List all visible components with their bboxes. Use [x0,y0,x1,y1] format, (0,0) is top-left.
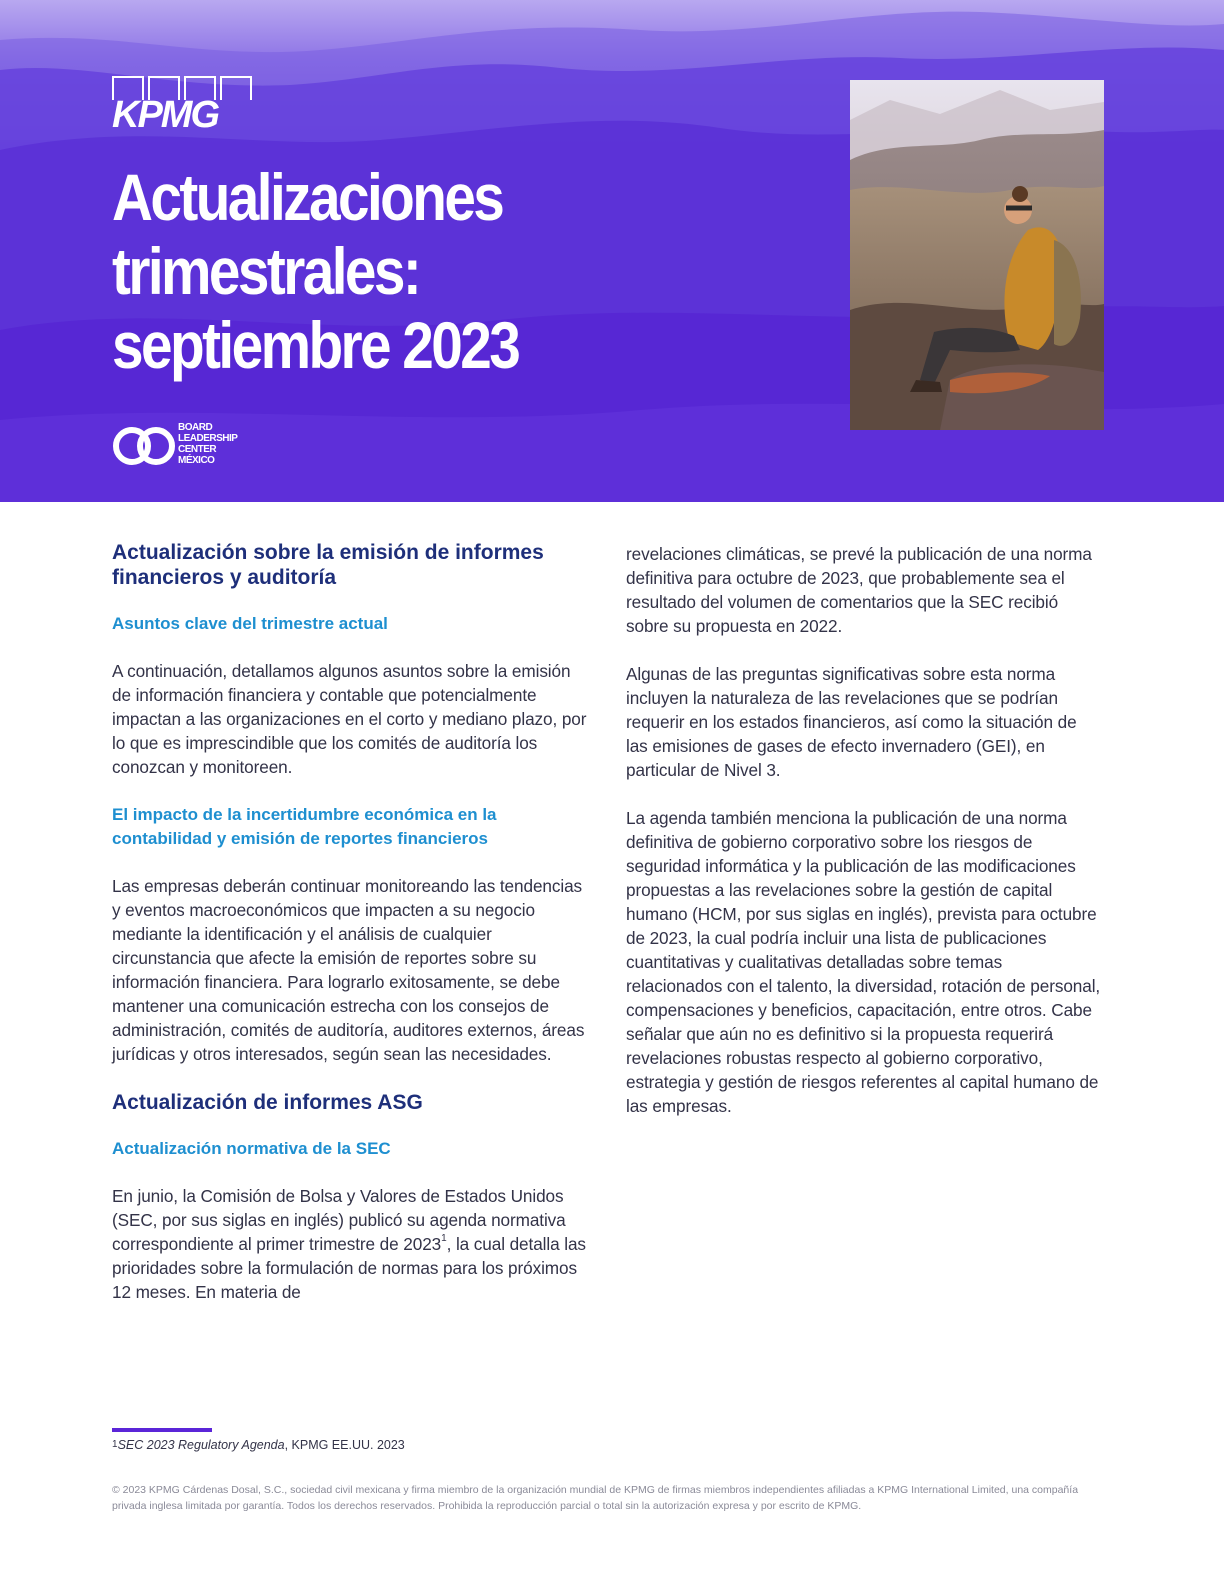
blc-line-3: CENTER [178,444,217,455]
footnote-title: SEC 2023 Regulatory Agenda [117,1438,285,1452]
subheading-economic-uncertainty: El impacto de la incertidumbre económica en la contabilidad y emisión de reportes financieros [112,805,497,848]
footnote [112,1438,405,1452]
paragraph-agenda-cybersecurity-hcm: La agenda también menciona la publicación de una norma definitiva de gobierno corporativo sobre los riesgos de seguridad informática y la publicación de las modificaciones propuestas a las revelaciones sobre la gestión de capital humano (HCM, por sus siglas en inglés), prevista para octubre de 2023, la cual podría incluir una lista de publicaciones cuantitativas y cualitativas detalladas sobre temas relacionados con el talento, la diversidad, rotación de personal, compensaciones y beneficios, capacitación, entre otros. Cabe señalar que aún no es definitivo si la propuesta requerirá revelaciones robustas respecto al gobierno corporativo, estrategia y gestión de riesgos referentes al capital humano de las empresas. [626,808,1101,1116]
page-title-line-3: septiembre 2023 [112,308,519,382]
footnote-source: , KPMG EE.UU. 2023 [284,1438,405,1452]
right-column [626,542,1101,1142]
kpmg-logo [112,76,254,136]
blc-rings-icon [112,422,178,470]
blc-line-1: BOARD [178,422,213,433]
blc-line-2: LEADERSHIP [178,433,238,444]
board-leadership-center-logo [112,422,262,470]
paragraph-sec-agenda-part-1: En junio, la Comisión de Bolsa y Valores de Estados Unidos (SEC, por sus siglas en inglés) publicó su agenda normativa correspondiente al primer trimestre de 2023 [112,1186,566,1254]
subheading-key-issues: Asuntos clave del trimestre actual [112,614,388,633]
paragraph-sec-agenda [112,1184,587,1304]
footnote-divider [112,1428,212,1432]
left-column [112,540,587,1328]
footnote-reference: 1 [441,1233,447,1244]
paragraph-macroeconomic: Las empresas deberán continuar monitoreando las tendencias y eventos macroeconómicos que impacten a su negocio mediante la identificación y el análisis de cualquier circunstancia que afecte la emisión de reportes sobre su información financiera. Para lograrlo exitosamente, se debe mantener una comunicación estrecha con los consejos de administración, comités de auditoría, auditores externos, áreas jurídicas y otros interesados, según sean las necesidades. [112,876,585,1064]
paragraph-sec-agenda-part-2: , la cual detalla las prioridades sobre la formulación de normas para los próximos 12 meses. En materia de [112,1234,586,1302]
section-title-esg-reports: Actualización de informes ASG [112,1091,423,1114]
legal-notice: © 2023 KPMG Cárdenas Dosal, S.C., sociedad civil mexicana y firma miembro de la organización mundial de KPMG de firmas miembros independientes afiliadas a KPMG International Limited, una compañía privada inglesa limitada por garantía. Todos los derechos reservados. Prohibida la reproducción parcial o total sin la autorización expresa y por escrito de KPMG. [112,1484,1079,1512]
paragraph-intro: A continuación, detallamos algunos asuntos sobre la emisión de información financiera y contable que potencialmente impactan a las organizaciones en el corto y mediano plazo, por lo que es imprescindible que los comités de auditoría los conozcan y monitoreen. [112,661,587,777]
page-title [112,160,632,382]
page-title-line-2: trimestrales: [112,234,420,308]
hiker-sitting-on-mountain-photo-icon [850,80,1104,430]
section-title-financial-reporting: Actualización sobre la emisión de informes financieros y auditoría [112,541,544,589]
hero-banner [0,0,1224,502]
paragraph-significant-questions: Algunas de las preguntas significativas sobre esta norma incluyen la naturaleza de las revelaciones que se podrían requerir en los estados financieros, así como la situación de las emisiones de gases de efecto invernadero (GEI), en particular de Nivel 3. [626,664,1077,780]
blc-line-4: MÉXICO [178,455,215,466]
footnote-mark: 1 [112,1439,118,1450]
paragraph-climate-disclosures: revelaciones climáticas, se prevé la publicación de una norma definitiva para octubre de 2023, que probablemente sea el resultado del volumen de comentarios que la SEC recibió sobre su propuesta en 2022. [626,544,1092,636]
hiker-photo [850,80,1104,430]
subheading-sec-update: Actualización normativa de la SEC [112,1139,391,1158]
page-title-line-1: Actualizaciones [112,160,503,234]
kpmg-logo-text: KPMG [112,94,218,136]
